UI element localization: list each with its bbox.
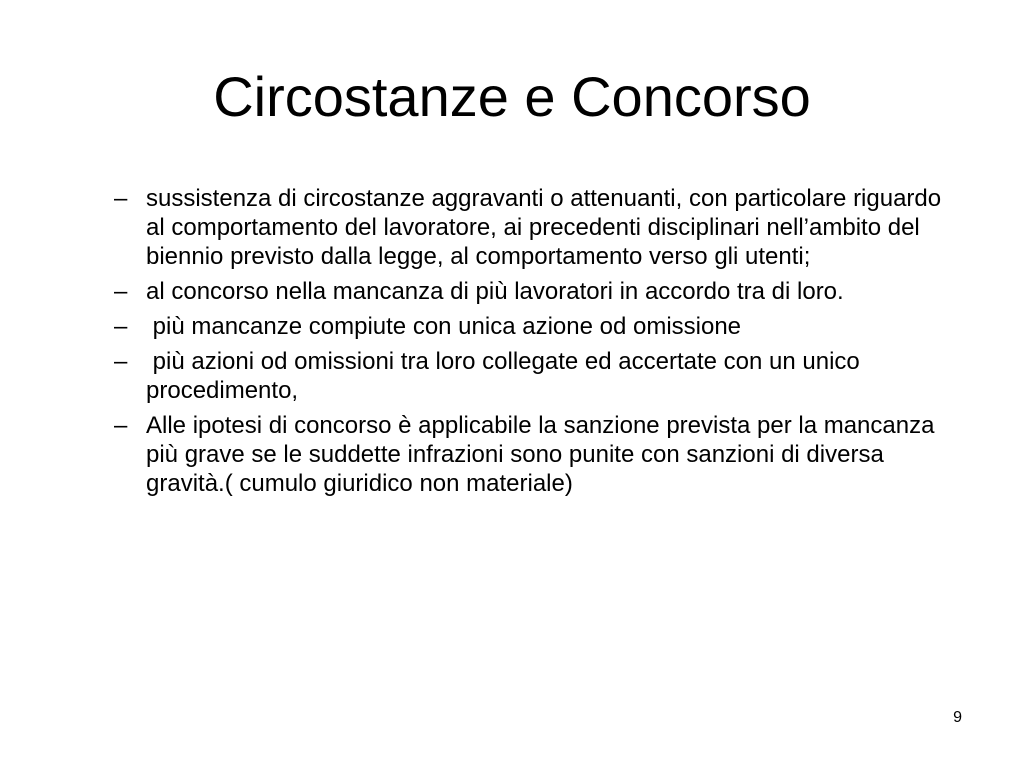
bullet-item	[110, 184, 960, 271]
bullet-dash-marker: –	[114, 412, 128, 439]
bullet-item	[110, 347, 960, 405]
bullet-text: Alle ipotesi di concorso è applicabile la sanzione prevista per la mancanza più grave se le suddette infrazioni sono punite con sanzioni di diversa gravità.( cumulo giuridico non materiale)	[146, 412, 942, 497]
bullet-text: al concorso nella mancanza di più lavoratori in accordo tra di loro.	[146, 278, 844, 305]
bullet-text: più azioni od omissioni tra loro collegate ed accertate con un unico procedimento,	[146, 348, 867, 404]
bullet-list	[110, 184, 960, 504]
page-number: 9	[953, 709, 962, 726]
bullet-dash-marker: –	[114, 348, 128, 375]
bullet-dash-marker: –	[114, 185, 128, 212]
bullet-item	[110, 411, 960, 498]
bullet-item	[110, 312, 960, 341]
bullet-text: sussistenza di circostanze aggravanti o attenuanti, con particolare riguardo al comportamento del lavoratore, ai precedenti disciplinari nell’ambito del biennio previsto dalla legge, al comportamento verso gli utenti;	[146, 185, 948, 270]
slide-title: Circostanze e Concorso	[213, 65, 811, 128]
bullet-text: più mancanze compiute con unica azione od omissione	[146, 313, 742, 340]
bullet-dash-marker: –	[114, 278, 128, 305]
bullet-item	[110, 277, 960, 306]
bullet-dash-marker: –	[114, 313, 128, 340]
